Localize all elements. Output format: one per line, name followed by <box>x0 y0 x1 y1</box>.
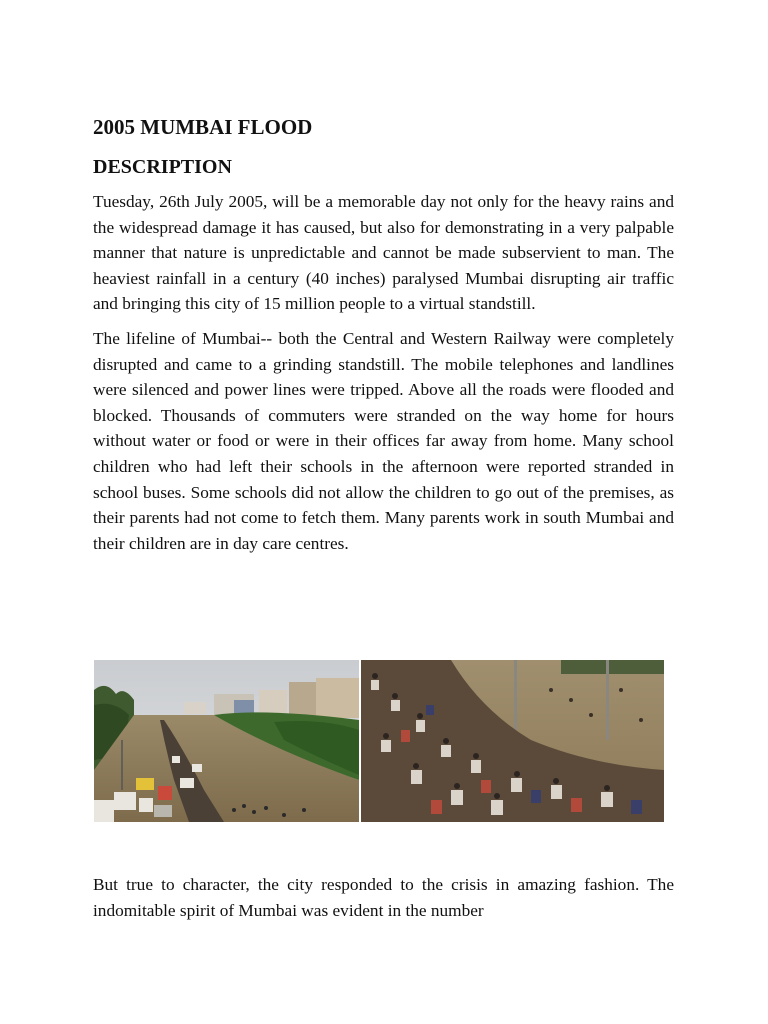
flooded-road-photo <box>94 660 359 822</box>
photo-row <box>94 660 664 822</box>
crowd-wading-photo <box>361 660 664 822</box>
paragraph-spirit: But true to character, the city responded to the crisis in amazing fashion. The indomitable spirit of Mumbai was evident in the number <box>93 875 674 920</box>
document-title: 2005 MUMBAI FLOOD <box>93 115 313 139</box>
section-heading: DESCRIPTION <box>93 156 232 178</box>
paragraph-intro: Tuesday, 26th July 2005, will be a memorable day not only for the heavy rains and the widespread damage it has caused, but also for demonstrating in a very palpable manner that nature is unpredictable and cannot be made subservient to man. The heaviest rainfall in a century (40 inches) paralysed Mumbai disrupting air traffic and bringing this city of 15 million people to a virtual standstill. <box>93 192 674 314</box>
document-page <box>93 112 674 920</box>
paragraph-lifeline: The lifeline of Mumbai-- both the Central and Western Railway were completely disrupted and came to a grinding standstill. The mobile telephones and landlines were silenced and power lines were tripped. Above all the roads were flooded and blocked. Thousands of commuters were stranded on the way home for hours without water or food or were in their offices far away from home. Many school children who had left their schools in the afternoon were reported stranded in school buses. Some schools did not allow the children to go out of the premises, as their parents had not come to fetch them. Many parents work in south Mumbai and their children are in day care centres. <box>93 328 674 553</box>
